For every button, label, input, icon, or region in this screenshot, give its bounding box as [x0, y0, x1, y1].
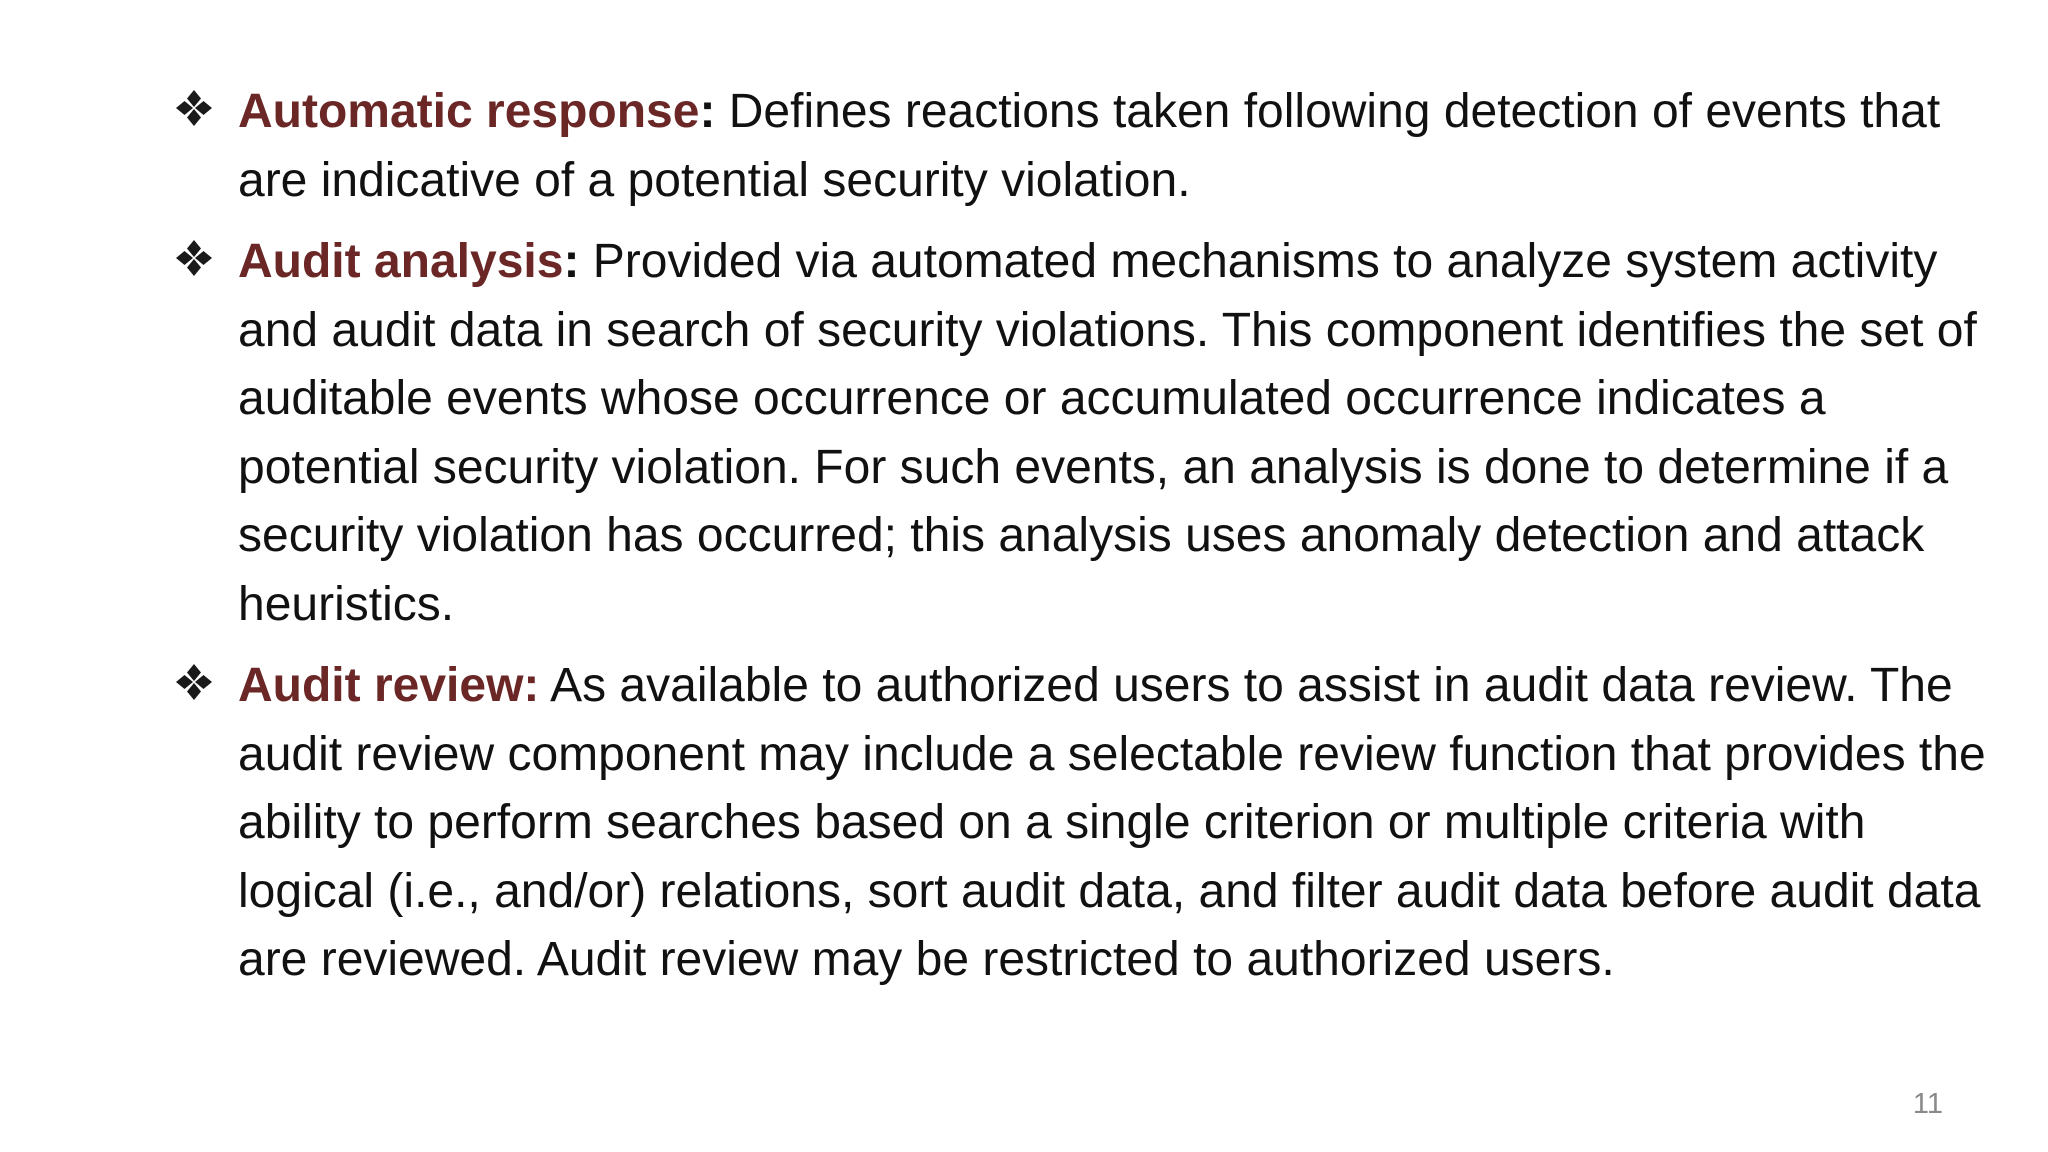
- bullet-term-separator: :: [699, 85, 716, 138]
- bullet-term: Audit analysis: [238, 235, 564, 288]
- bullet-automatic-response: [175, 78, 1995, 215]
- bullet-term: Audit review:: [238, 659, 540, 712]
- bullet-audit-review: [175, 652, 1995, 995]
- bullet-description: Provided via automated mechanisms to analyze system activity and audit data in search of security violations. This component identifies the set of auditable events whose occurrence or accumulated occurrence indicates a potential security violation. For such events, an analysis is done to determine if a security violation has occurred; this analysis uses anomaly detection and attack heuristics.: [238, 235, 1977, 631]
- bullet-term: Automatic response: [238, 85, 700, 138]
- bullet-description: Defines reactions taken following detection of events that are indicative of a potential security violation.: [238, 85, 1941, 207]
- bullet-audit-analysis: [175, 228, 1995, 639]
- bullet-term-separator: :: [563, 235, 580, 288]
- four-diamond-bullet-icon: [175, 663, 213, 701]
- bullet-description: As available to authorized users to assist in audit data review. The audit review component may include a selectable review function that provides the ability to perform searches based on a single criterion or multiple criteria with logical (i.e., and/or) relations, sort audit data, and filter audit data before audit data are reviewed. Audit review may be restricted to authorized users.: [238, 659, 1986, 986]
- bullet-list: [175, 78, 1995, 1008]
- page-number: 11: [1912, 1088, 1943, 1120]
- four-diamond-bullet-icon: [175, 239, 213, 277]
- four-diamond-bullet-icon: [175, 89, 213, 127]
